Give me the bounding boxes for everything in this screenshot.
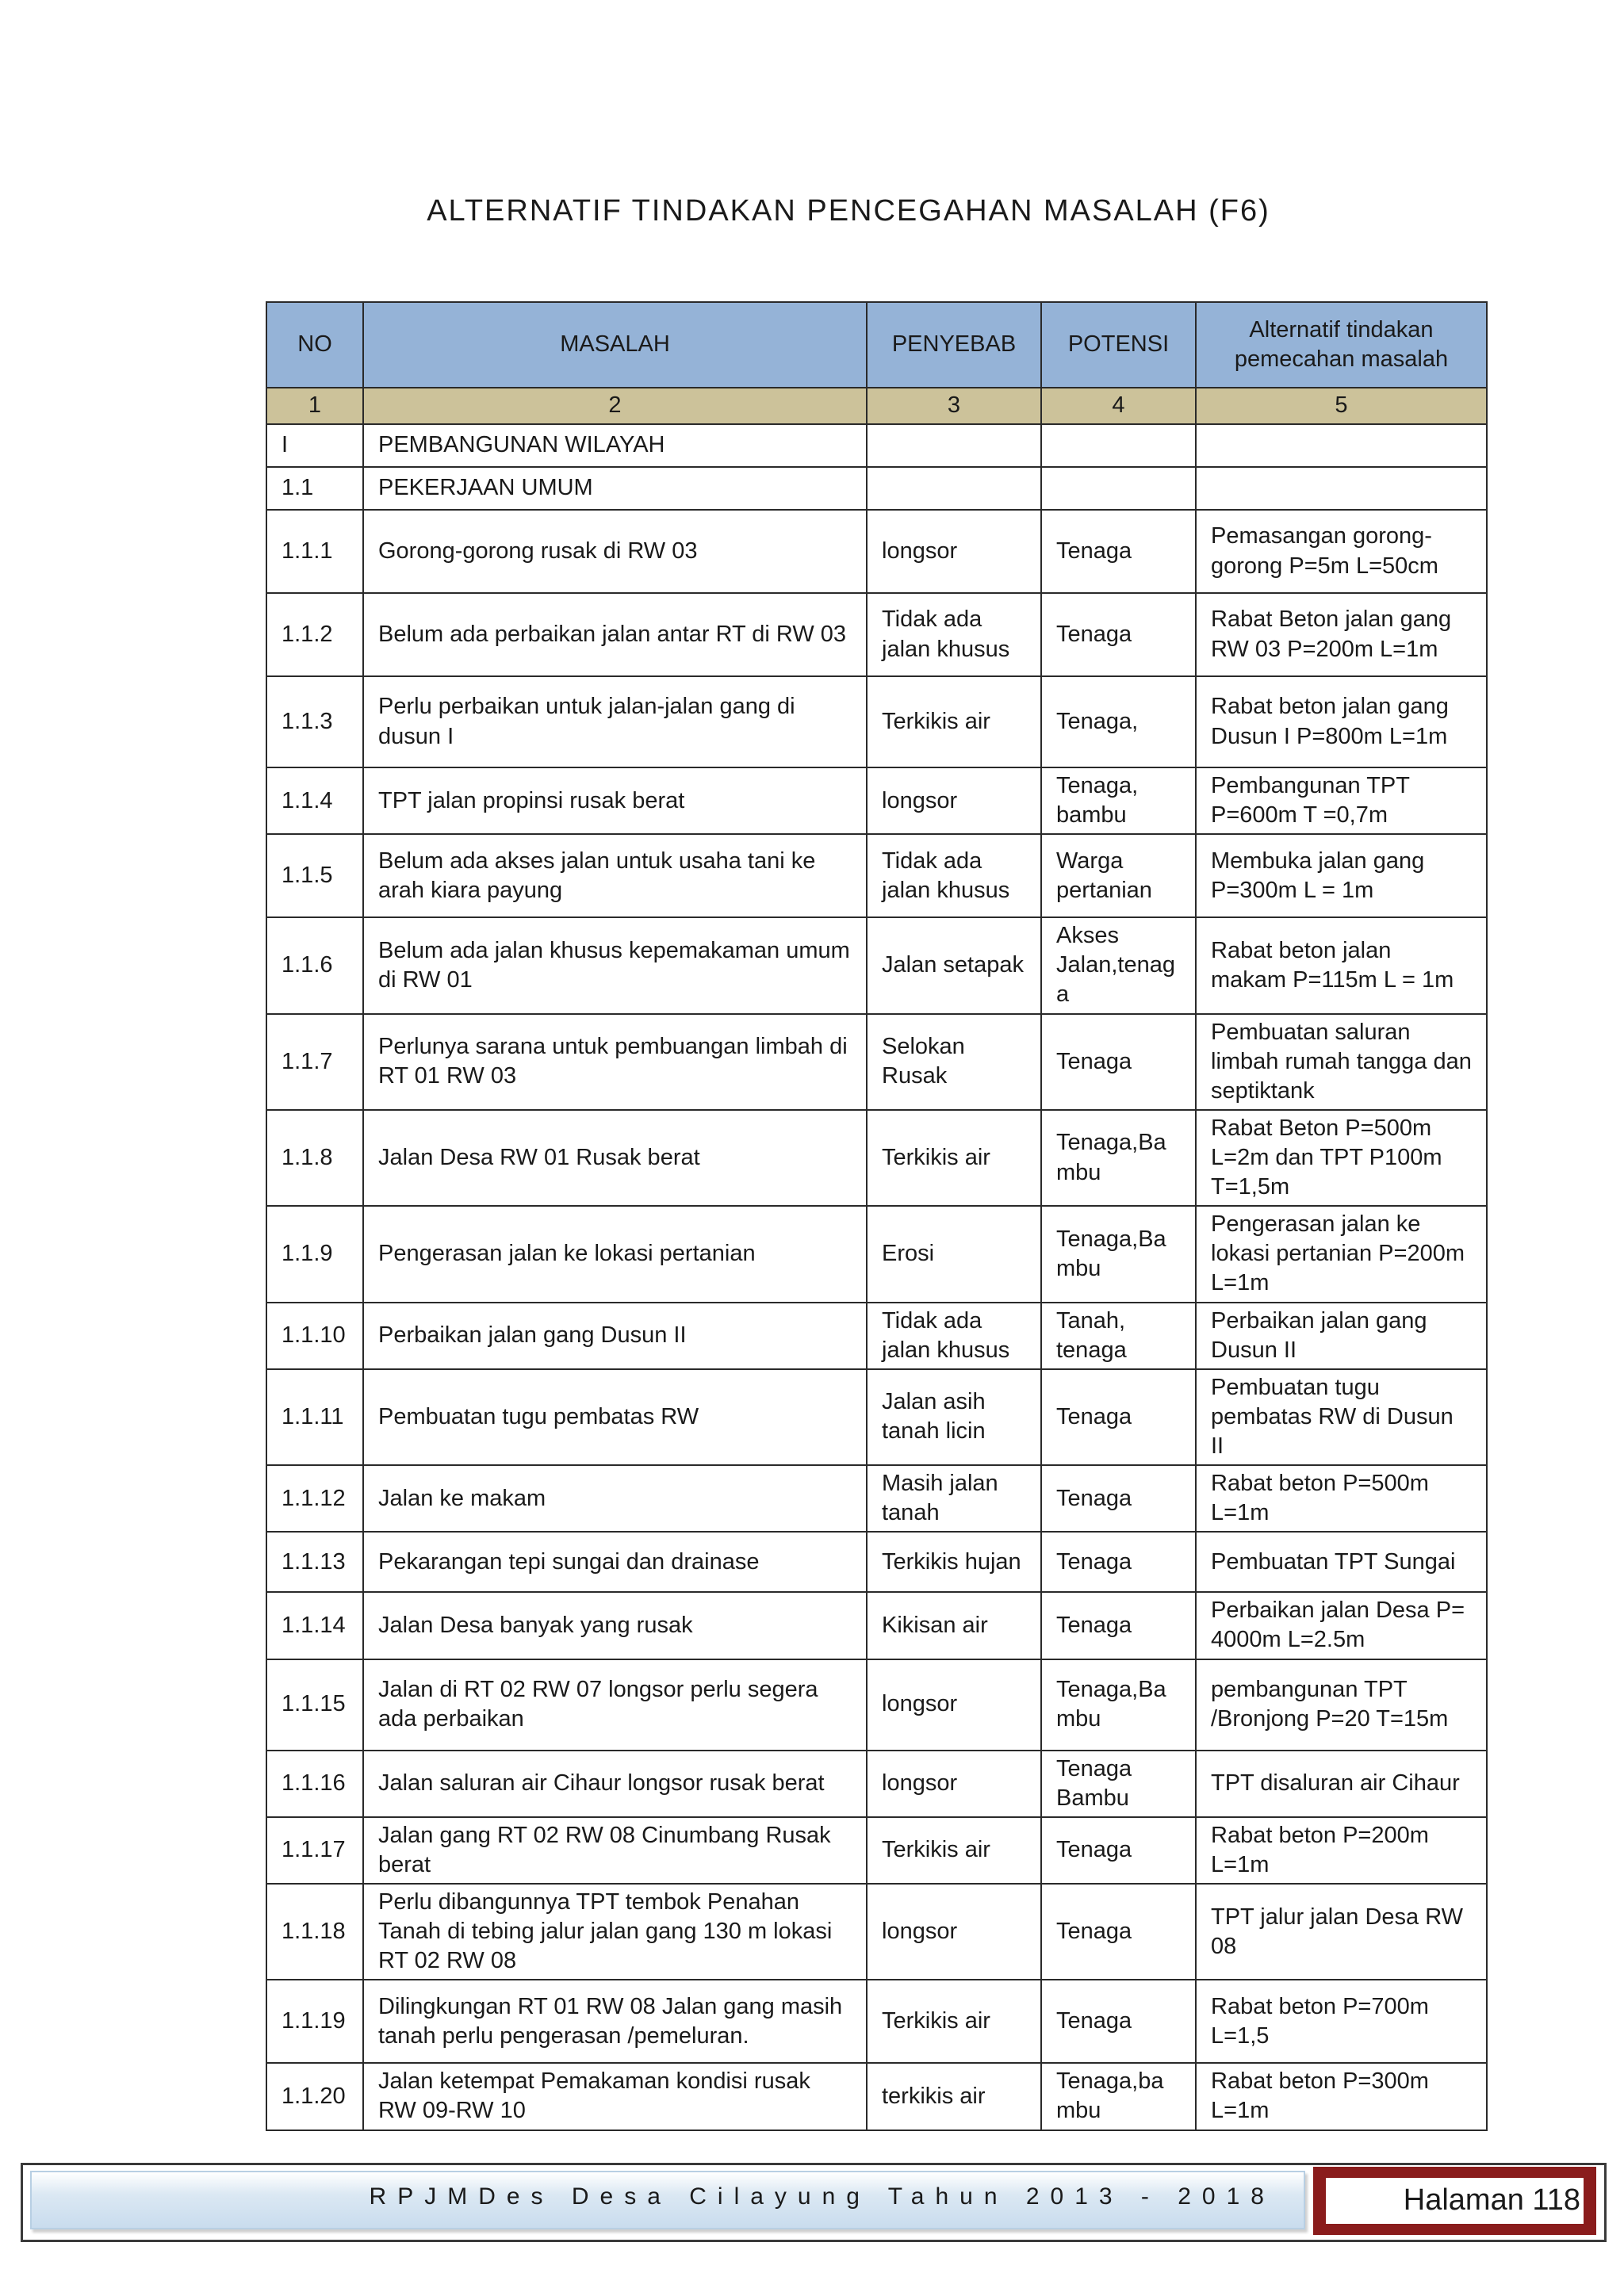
row-no: 1.1.14 bbox=[266, 1592, 363, 1659]
table-row bbox=[266, 767, 1487, 834]
row-penyebab: Jalan asih tanah licin bbox=[867, 1369, 1041, 1465]
row-masalah: Jalan ke makam bbox=[363, 1465, 867, 1532]
table-row bbox=[266, 1014, 1487, 1110]
row-potensi: Tenaga,Bambu bbox=[1041, 1110, 1196, 1206]
row-potensi: Tenaga Bambu bbox=[1041, 1751, 1196, 1817]
table-row bbox=[266, 2063, 1487, 2130]
table-row bbox=[266, 510, 1487, 593]
row-alternatif: Pemasangan gorong-gorong P=5m L=50cm bbox=[1196, 510, 1487, 593]
row-masalah: Jalan gang RT 02 RW 08 Cinumbang Rusak berat bbox=[363, 1817, 867, 1884]
table-row bbox=[266, 1592, 1487, 1659]
row-potensi bbox=[1041, 424, 1196, 467]
row-penyebab: Jalan setapak bbox=[867, 917, 1041, 1013]
row-no: 1.1.4 bbox=[266, 767, 363, 834]
row-alternatif: Pembuatan tugu pembatas RW di Dusun II bbox=[1196, 1369, 1487, 1465]
row-masalah: Jalan saluran air Cihaur longsor rusak berat bbox=[363, 1751, 867, 1817]
table-row bbox=[266, 1884, 1487, 1980]
row-potensi: Akses Jalan,tenaga bbox=[1041, 917, 1196, 1013]
row-alternatif: TPT jalur jalan Desa RW 08 bbox=[1196, 1884, 1487, 1980]
table-row bbox=[266, 1369, 1487, 1465]
row-penyebab: Kikisan air bbox=[867, 1592, 1041, 1659]
row-masalah: Perlu perbaikan untuk jalan-jalan gang di dusun I bbox=[363, 676, 867, 767]
row-potensi: Tenaga bbox=[1041, 593, 1196, 676]
header-potensi: POTENSI bbox=[1041, 302, 1196, 388]
row-masalah: Belum ada perbaikan jalan antar RT di RW 03 bbox=[363, 593, 867, 676]
header-alternatif: Alternatif tindakan pemecahan masalah bbox=[1196, 302, 1487, 388]
row-alternatif: Rabat beton jalan makam P=115m L = 1m bbox=[1196, 917, 1487, 1013]
row-no: 1.1.12 bbox=[266, 1465, 363, 1532]
header-no: NO bbox=[266, 302, 363, 388]
row-alternatif: Pembangunan TPT P=600m T =0,7m bbox=[1196, 767, 1487, 834]
row-penyebab: Terkikis air bbox=[867, 1110, 1041, 1206]
table-row bbox=[266, 1659, 1487, 1751]
row-masalah: Jalan ketempat Pemakaman kondisi rusak RW 09-RW 10 bbox=[363, 2063, 867, 2130]
table-row bbox=[266, 467, 1487, 510]
table-header-row bbox=[266, 302, 1487, 388]
row-potensi: Tenaga, bbox=[1041, 676, 1196, 767]
row-penyebab: Terkikis air bbox=[867, 676, 1041, 767]
row-masalah: Perbaikan jalan gang Dusun II bbox=[363, 1303, 867, 1369]
table-row bbox=[266, 834, 1487, 917]
row-alternatif: Rabat beton P=300m L=1m bbox=[1196, 2063, 1487, 2130]
row-no: 1.1 bbox=[266, 467, 363, 510]
footer-document-title: RPJMDes Desa Cilayung Tahun 2013 - 2018 bbox=[369, 2183, 1275, 2210]
row-penyebab: longsor bbox=[867, 1659, 1041, 1751]
row-no: 1.1.5 bbox=[266, 834, 363, 917]
row-potensi: Tenaga bbox=[1041, 1884, 1196, 1980]
row-potensi: Tenaga,Bambu bbox=[1041, 1659, 1196, 1751]
table-row bbox=[266, 1110, 1487, 1206]
row-no: 1.1.6 bbox=[266, 917, 363, 1013]
table-row bbox=[266, 1751, 1487, 1817]
row-alternatif: Rabat Beton P=500m L=2m dan TPT P100m T=1,5m bbox=[1196, 1110, 1487, 1206]
row-potensi: Tenaga bbox=[1041, 1532, 1196, 1592]
page-number-box bbox=[1313, 2167, 1596, 2235]
table-row bbox=[266, 1532, 1487, 1592]
row-alternatif: pembangunan TPT /Bronjong P=20 T=15m bbox=[1196, 1659, 1487, 1751]
row-penyebab: Selokan Rusak bbox=[867, 1014, 1041, 1110]
row-penyebab: Erosi bbox=[867, 1206, 1041, 1302]
row-masalah: Jalan Desa RW 01 Rusak berat bbox=[363, 1110, 867, 1206]
table-row bbox=[266, 1817, 1487, 1884]
row-potensi: Tanah, tenaga bbox=[1041, 1303, 1196, 1369]
column-number-row bbox=[266, 388, 1487, 424]
row-no: 1.1.2 bbox=[266, 593, 363, 676]
row-no: 1.1.9 bbox=[266, 1206, 363, 1302]
row-potensi: Tenaga bbox=[1041, 1014, 1196, 1110]
row-alternatif: Membuka jalan gang P=300m L = 1m bbox=[1196, 834, 1487, 917]
row-no: 1.1.17 bbox=[266, 1817, 363, 1884]
row-masalah: Perlu dibangunnya TPT tembok Penahan Tanah di tebing jalur jalan gang 130 m lokasi RT 02 RW 08 bbox=[363, 1884, 867, 1980]
row-no: 1.1.15 bbox=[266, 1659, 363, 1751]
row-alternatif: Pembuatan TPT Sungai bbox=[1196, 1532, 1487, 1592]
row-potensi: Tenaga bbox=[1041, 1465, 1196, 1532]
row-no: 1.1.18 bbox=[266, 1884, 363, 1980]
column-number: 2 bbox=[363, 388, 867, 424]
row-no: 1.1.7 bbox=[266, 1014, 363, 1110]
row-masalah: Jalan Desa banyak yang rusak bbox=[363, 1592, 867, 1659]
row-potensi: Tenaga bbox=[1041, 1369, 1196, 1465]
row-potensi: Tenaga bbox=[1041, 1817, 1196, 1884]
column-number: 1 bbox=[266, 388, 363, 424]
row-masalah: Pembuatan tugu pembatas RW bbox=[363, 1369, 867, 1465]
table-row bbox=[266, 917, 1487, 1013]
row-no: 1.1.13 bbox=[266, 1532, 363, 1592]
row-potensi: Tenaga, bambu bbox=[1041, 767, 1196, 834]
row-penyebab: Terkikis air bbox=[867, 1817, 1041, 1884]
row-penyebab: Tidak ada jalan khusus bbox=[867, 593, 1041, 676]
row-alternatif: Perbaikan jalan gang Dusun II bbox=[1196, 1303, 1487, 1369]
row-potensi: Tenaga bbox=[1041, 1592, 1196, 1659]
row-no: 1.1.10 bbox=[266, 1303, 363, 1369]
row-masalah: PEKERJAAN UMUM bbox=[363, 467, 867, 510]
row-potensi: Tenaga,bambu bbox=[1041, 2063, 1196, 2130]
page-number: Halaman 118 bbox=[1326, 2178, 1584, 2224]
row-masalah: Jalan di RT 02 RW 07 longsor perlu segera ada perbaikan bbox=[363, 1659, 867, 1751]
row-potensi: Tenaga bbox=[1041, 1980, 1196, 2063]
column-number: 5 bbox=[1196, 388, 1487, 424]
column-number: 3 bbox=[867, 388, 1041, 424]
row-alternatif: Rabat beton jalan gang Dusun I P=800m L=1m bbox=[1196, 676, 1487, 767]
row-alternatif: Rabat beton P=500m L=1m bbox=[1196, 1465, 1487, 1532]
row-potensi: Warga pertanian bbox=[1041, 834, 1196, 917]
row-no: 1.1.8 bbox=[266, 1110, 363, 1206]
row-no: 1.1.19 bbox=[266, 1980, 363, 2063]
row-masalah: Gorong-gorong rusak di RW 03 bbox=[363, 510, 867, 593]
row-no: 1.1.20 bbox=[266, 2063, 363, 2130]
row-no: 1.1.16 bbox=[266, 1751, 363, 1817]
row-alternatif: Pembuatan saluran limbah rumah tangga dan septiktank bbox=[1196, 1014, 1487, 1110]
row-penyebab: longsor bbox=[867, 1751, 1041, 1817]
problem-table bbox=[266, 301, 1488, 2131]
row-no: 1.1.11 bbox=[266, 1369, 363, 1465]
row-masalah: Perlunya sarana untuk pembuangan limbah di RT 01 RW 03 bbox=[363, 1014, 867, 1110]
table-row bbox=[266, 593, 1487, 676]
row-penyebab: longsor bbox=[867, 510, 1041, 593]
header-masalah: MASALAH bbox=[363, 302, 867, 388]
row-alternatif: Perbaikan jalan Desa P= 4000m L=2.5m bbox=[1196, 1592, 1487, 1659]
row-alternatif: TPT disaluran air Cihaur bbox=[1196, 1751, 1487, 1817]
table-row bbox=[266, 1303, 1487, 1369]
row-alternatif: Rabat beton P=200m L=1m bbox=[1196, 1817, 1487, 1884]
row-masalah: TPT jalan propinsi rusak berat bbox=[363, 767, 867, 834]
table-row bbox=[266, 1206, 1487, 1302]
table-row bbox=[266, 1465, 1487, 1532]
row-masalah: Belum ada jalan khusus kepemakaman umum di RW 01 bbox=[363, 917, 867, 1013]
row-penyebab: Masih jalan tanah bbox=[867, 1465, 1041, 1532]
row-masalah: Dilingkungan RT 01 RW 08 Jalan gang masih tanah perlu pengerasan /pemeluran. bbox=[363, 1980, 867, 2063]
table-row bbox=[266, 676, 1487, 767]
row-masalah: PEMBANGUNAN WILAYAH bbox=[363, 424, 867, 467]
row-potensi bbox=[1041, 467, 1196, 510]
row-potensi: Tenaga,Bambu bbox=[1041, 1206, 1196, 1302]
row-penyebab: Tidak ada jalan khusus bbox=[867, 1303, 1041, 1369]
row-penyebab bbox=[867, 424, 1041, 467]
page-title: ALTERNATIF TINDAKAN PENCEGAHAN MASALAH (F6) bbox=[427, 194, 1270, 228]
row-masalah: Belum ada akses jalan untuk usaha tani ke arah kiara payung bbox=[363, 834, 867, 917]
row-penyebab: Tidak ada jalan khusus bbox=[867, 834, 1041, 917]
row-penyebab: longsor bbox=[867, 1884, 1041, 1980]
row-alternatif: Rabat Beton jalan gang RW 03 P=200m L=1m bbox=[1196, 593, 1487, 676]
row-penyebab bbox=[867, 467, 1041, 510]
row-no: 1.1.1 bbox=[266, 510, 363, 593]
row-alternatif bbox=[1196, 467, 1487, 510]
row-penyebab: Terkikis air bbox=[867, 1980, 1041, 2063]
row-alternatif bbox=[1196, 424, 1487, 467]
column-number: 4 bbox=[1041, 388, 1196, 424]
row-penyebab: Terkikis hujan bbox=[867, 1532, 1041, 1592]
row-alternatif: Rabat beton P=700m L=1,5 bbox=[1196, 1980, 1487, 2063]
header-penyebab: PENYEBAB bbox=[867, 302, 1041, 388]
table-row bbox=[266, 1980, 1487, 2063]
row-penyebab: terkikis air bbox=[867, 2063, 1041, 2130]
row-masalah: Pekarangan tepi sungai dan drainase bbox=[363, 1532, 867, 1592]
row-alternatif: Pengerasan jalan ke lokasi pertanian P=200m L=1m bbox=[1196, 1206, 1487, 1302]
table-row bbox=[266, 424, 1487, 467]
row-no: I bbox=[266, 424, 363, 467]
row-penyebab: longsor bbox=[867, 767, 1041, 834]
row-potensi: Tenaga bbox=[1041, 510, 1196, 593]
row-no: 1.1.3 bbox=[266, 676, 363, 767]
row-masalah: Pengerasan jalan ke lokasi pertanian bbox=[363, 1206, 867, 1302]
